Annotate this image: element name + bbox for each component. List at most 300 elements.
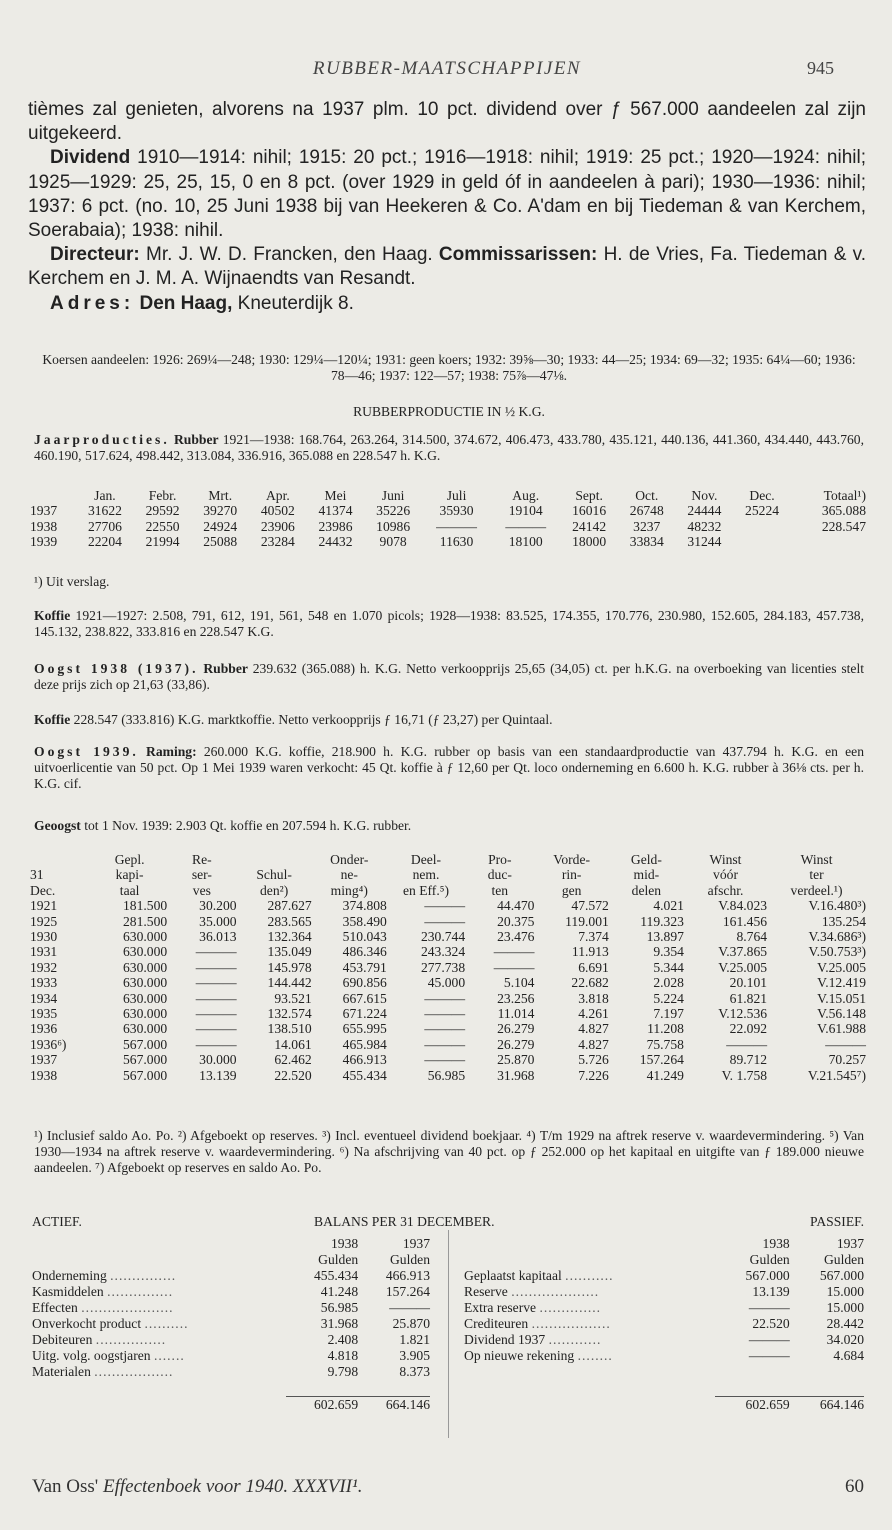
footer-text: Van Oss': [32, 1476, 103, 1497]
financial-cell: 630.000: [123, 1006, 168, 1022]
passief-item-name: Dividend 1937 ............: [464, 1332, 602, 1347]
monthly-cell: 18100: [508, 534, 543, 550]
financial-cell: 47.572: [571, 898, 609, 914]
koffie-production-block: [34, 608, 864, 640]
financial-cell: 1936⁶): [30, 1036, 67, 1052]
monthly-cell: 48232: [687, 518, 722, 534]
dividend-text: 1910—1914: nihil; 1915: 20 pct.; 1916—1918: nihil; 1919: 25 pct.; 1920—1924: nihil; 1925—1929: 25, 25, 15, 0 en 8 pct. (over 1929 in geld óf in aandeelen à pari); 1930—1936: nihil; 1937: 6 pct. (no. 10, 25 Juni 1938 bij van Heekeren & Co. A'dam en bij Tiedeman & van Kerchem, Soerabaia); 1938: nihil.: [28, 147, 866, 242]
passief-header-cell: [464, 1236, 715, 1252]
financial-cell: 56.985: [427, 1067, 466, 1083]
financial-table: [30, 852, 866, 1083]
monthly-cell: 24924: [203, 518, 238, 534]
financial-cell: 30.000: [199, 1052, 237, 1068]
monthly-row: [30, 519, 866, 534]
financial-cell: ———: [424, 990, 466, 1006]
financial-header-row: [30, 883, 866, 898]
actief-value: 8.373: [399, 1364, 430, 1379]
financial-cell: 1937: [30, 1052, 58, 1068]
financial-cell: 1934: [30, 990, 58, 1006]
financial-cell: 26.279: [497, 1021, 535, 1037]
financial-header-cell: Deel-: [410, 852, 442, 867]
financial-cell: ———: [424, 898, 466, 914]
actief-value: 455.434: [313, 1268, 359, 1283]
financial-cell: 20.101: [729, 975, 768, 991]
monthly-header-cell: Oct.: [635, 488, 659, 503]
actief-label: ACTIEF.: [32, 1214, 82, 1229]
paragraph-address: [28, 292, 866, 316]
monthly-header-cell: Sept.: [575, 488, 603, 503]
financial-cell: 283.565: [267, 913, 312, 929]
actief-row: [32, 1332, 430, 1348]
financial-cell: 4.261: [578, 1006, 609, 1022]
financial-footnotes: ¹) Inclusief saldo Ao. Po. ²) Afgeboekt op reserves. ³) Incl. eventueel dividend boekjaar. ⁴) T/m 1929 na aftrek reserve v. waardevermindering. ⁵) Van 1930—1934 na aftrek reserve v. waardevermindering. ⁶) Na afschrijving van 40 pct. op ƒ 252.000 op het kapitaal en uitgifte van ƒ 189.000 nieuwe aandeelen. ⁷) Afgeboekt op reserves en saldo Ao. Po.: [34, 1128, 864, 1175]
financial-header-row: [30, 852, 866, 867]
financial-cell: 3.818: [578, 990, 609, 1006]
financial-cell: 8.764: [736, 929, 768, 945]
financial-header-cell: ter: [809, 867, 824, 883]
financial-header-cell: delen: [631, 882, 662, 898]
koffie-price-label: Koffie: [34, 712, 71, 727]
monthly-row: [30, 503, 866, 518]
monthly-cell: 39270: [203, 503, 238, 519]
passief-item-name: Reserve ....................: [464, 1284, 600, 1299]
financial-header-cell: Geld-: [630, 852, 662, 867]
monthly-cell: 228.547: [821, 518, 866, 534]
paragraph-tantiemes: tièmes zal genieten, alvorens na 1937 plm. 10 pct. dividend over ƒ 567.000 aandeelen zal zijn uitgekeerd.: [28, 99, 866, 145]
monthly-cell: 35226: [376, 503, 411, 519]
passief-item-name: Extra reserve ..............: [464, 1300, 602, 1315]
financial-header-cell: Dec.: [30, 882, 56, 898]
actief-header-cell: Gulden: [318, 1252, 359, 1267]
actief-value: 25.870: [392, 1316, 430, 1331]
financial-cell: V.12.536: [718, 1006, 768, 1022]
financial-cell: 630.000: [123, 959, 168, 975]
financial-cell: 655.995: [342, 1021, 387, 1037]
financial-row: [30, 960, 866, 975]
actief-item-name: Uitg. volg. oogstjaren .......: [32, 1348, 185, 1363]
financial-cell: 667.615: [342, 990, 387, 1006]
financial-cell: 93.521: [274, 990, 312, 1006]
monthly-cell: 29592: [145, 503, 180, 519]
financial-cell: 135.254: [821, 913, 866, 929]
financial-header-cell: den²): [260, 882, 289, 898]
financial-cell: V.25.005: [817, 959, 866, 975]
financial-header-cell: ves: [192, 882, 211, 898]
balance-divider: [448, 1230, 449, 1438]
monthly-production-table: [30, 488, 866, 550]
actief-item-name: Materialen ..................: [32, 1364, 174, 1379]
financial-cell: V.15.051: [817, 990, 866, 1006]
financial-cell: 1932: [30, 959, 58, 975]
financial-cell: ———: [726, 1036, 768, 1052]
financial-header-cell: afschr.: [707, 882, 744, 898]
financial-header-cell: Schul-: [256, 867, 292, 883]
actief-total-cell: 602.659: [286, 1396, 358, 1413]
financial-cell: V. 1.758: [721, 1067, 768, 1083]
financial-cell: 9.354: [653, 944, 684, 960]
financial-cell: 358.490: [342, 913, 387, 929]
running-header: [30, 58, 864, 84]
financial-header-cell: Pro-: [488, 852, 512, 867]
raming-label: Raming:: [146, 744, 197, 759]
financial-cell: 5.104: [503, 975, 535, 991]
geoogst-text: tot 1 Nov. 1939: 2.903 Qt. koffie en 207.594 h. K.G. rubber.: [80, 818, 412, 833]
monthly-cell: [733, 519, 791, 534]
financial-cell: V.61.988: [817, 1021, 866, 1037]
passief-total-cell: 602.659: [715, 1396, 789, 1413]
financial-cell: 1931: [30, 944, 58, 960]
financial-cell: 1936: [30, 1021, 58, 1037]
monthly-cell: [733, 534, 791, 549]
monthly-cell: 24432: [318, 534, 353, 550]
financial-row: [30, 1052, 866, 1067]
passief-spacer-cell: [464, 1380, 715, 1396]
financial-cell: 455.434: [342, 1067, 387, 1083]
actief-item-name: Kasmiddelen ...............: [32, 1284, 174, 1299]
monthly-cell: 22550: [145, 518, 180, 534]
monthly-cell: 41374: [318, 503, 353, 519]
financial-cell: ———: [424, 1021, 466, 1037]
passief-row: [464, 1348, 864, 1364]
monthly-header-cell: Febr.: [148, 488, 177, 503]
monthly-cell: 26748: [629, 503, 664, 519]
financial-cell: 7.374: [578, 929, 609, 945]
financial-cell: 11.913: [571, 944, 609, 960]
passief-item-name: Crediteuren ..................: [464, 1316, 611, 1331]
financial-cell: 630.000: [123, 975, 168, 991]
financial-cell: V.21.545⁷): [807, 1067, 866, 1083]
financial-cell: 486.346: [342, 944, 387, 960]
actief-spacer-cell: [358, 1380, 430, 1396]
monthly-cell: 25224: [745, 503, 780, 519]
passief-spacer-cell: [715, 1364, 789, 1380]
rubber-heading: RUBBERPRODUCTIE IN ½ K.G.: [353, 404, 545, 419]
passief-spacer-cell: [464, 1364, 715, 1380]
financial-cell: 13.897: [646, 929, 684, 945]
paragraph-dividend: [28, 146, 866, 243]
financial-header-cell: 31: [30, 867, 44, 883]
financial-header-cell: gen: [561, 882, 582, 898]
monthly-cell: 23906: [260, 518, 295, 534]
monthly-cell: 23284: [260, 534, 295, 550]
passief-value: 15.000: [826, 1284, 864, 1299]
commissarissen-text: H. de Vries, Fa. Tiedeman & v. Kerchem en J. M. A. Wijnaendts van Resandt.: [28, 244, 866, 290]
financial-header-cell: nem.: [412, 867, 440, 883]
actief-item-name: Effecten .....................: [32, 1300, 174, 1315]
directeur-label: Directeur:: [50, 244, 140, 266]
financial-cell: 22.092: [729, 1021, 768, 1037]
passief-spacer-row: [464, 1364, 864, 1380]
financial-cell: 70.257: [828, 1052, 866, 1068]
koersen-text: Koersen aandeelen: 1926: 269¼—248; 1930: 129¼—120¼; 1931: geen koers; 1932: 39⅝—30; 1933: 44—25; 1934: 69—32; 1935: 64¼—60; 1936: 78—46; 1937: 122—57; 1938: 75⅞—47⅛.: [42, 352, 856, 383]
passief-value: 34.020: [826, 1332, 864, 1347]
passief-leader-dots: ........: [577, 1348, 613, 1363]
financial-cell: V.84.023: [718, 898, 768, 914]
monthly-cell: 22204: [87, 534, 122, 550]
financial-cell: ———: [195, 959, 237, 975]
financial-cell: ———: [493, 959, 535, 975]
financial-cell: 510.043: [342, 929, 387, 945]
actief-value: 2.408: [327, 1332, 359, 1347]
actief-value: 157.264: [385, 1284, 430, 1299]
monthly-cell: 18000: [572, 534, 607, 550]
jaarproducties-rubber-label: Rubber: [173, 432, 219, 447]
actief-item-name: Onverkocht product ..........: [32, 1316, 189, 1331]
financial-cell: 1930: [30, 929, 58, 945]
jaarproducties-text: 1921—1938: 168.764, 263.264, 314.500, 374.672, 406.473, 433.780, 435.121, 440.136, 441.360, 434.440, 443.760, 460.190, 517.624, 498.442, 313.084, 336.916, 365.088 en 228.547 h. K.G.: [34, 432, 864, 463]
monthly-cell: 31244: [687, 534, 722, 550]
monthly-cell: 1937: [30, 503, 58, 519]
financial-cell: 45.000: [427, 975, 466, 991]
actief-leader-dots: ................: [95, 1332, 167, 1347]
financial-cell: 135.049: [267, 944, 312, 960]
actief-years-row: [32, 1236, 430, 1252]
passief-spacer-cell: [715, 1380, 789, 1396]
financial-row: [30, 929, 866, 944]
financial-cell: 466.913: [342, 1052, 387, 1068]
financial-header-cell: kapi-: [115, 867, 144, 883]
financial-cell: 630.000: [123, 944, 168, 960]
monthly-cell: 1939: [30, 534, 58, 550]
financial-cell: 230.744: [420, 929, 466, 945]
financial-cell: 465.984: [342, 1036, 387, 1052]
financial-header-cell: taal: [119, 882, 140, 898]
financial-cell: 22.520: [274, 1067, 312, 1083]
financial-cell: V.34.686³): [808, 929, 866, 945]
financial-cell: 119.001: [565, 913, 609, 929]
actief-row: [32, 1364, 430, 1380]
passief-header-cell: 1938: [762, 1236, 790, 1251]
actief-unit-row: [32, 1252, 430, 1268]
monthly-header-cell: Nov.: [691, 488, 718, 503]
monthly-cell: 31622: [87, 503, 122, 519]
financial-cell: 5.344: [653, 959, 684, 975]
koffie-price-text: 228.547 (333.816) K.G. marktkoffie. Netto verkoopprijs ƒ 16,71 (ƒ 23,27) per Quintaal.: [70, 712, 553, 727]
financial-cell: 41.249: [646, 1067, 684, 1083]
passief-item-name: Geplaatst kapitaal ...........: [464, 1268, 614, 1283]
financial-cell: ———: [424, 913, 466, 929]
financial-cell: 181.500: [123, 898, 168, 914]
financial-cell: 13.139: [199, 1067, 237, 1083]
monthly-header-cell: Jan.: [94, 488, 116, 503]
adres-label: Adres:: [50, 292, 135, 314]
passief-spacer-cell: [790, 1380, 864, 1396]
financial-cell: V.56.148: [817, 1006, 866, 1022]
financial-cell: ———: [424, 1052, 466, 1068]
passief-label: PASSIEF.: [810, 1214, 864, 1229]
oogst-1938-text: 239.632 (365.088) h. K.G. Netto verkoopprijs 25,65 (34,05) ct. per h.K.G. na overboeking van licenties stelt deze prijs zich op 21,63 (33,86).: [34, 661, 864, 692]
financial-header-cell: Gepl.: [114, 852, 145, 867]
actief-value: 466.913: [385, 1268, 430, 1283]
financial-cell: 11.208: [647, 1021, 684, 1037]
actief-spacer-row: [32, 1380, 430, 1396]
financial-cell: 26.279: [497, 1036, 535, 1052]
financial-header-cell: ne-: [340, 867, 358, 883]
financial-cell: 1933: [30, 975, 58, 991]
financial-row: [30, 914, 866, 929]
monthly-header-cell: Mei: [324, 488, 347, 503]
financial-header-cell: vóór: [713, 867, 738, 883]
actief-row: [32, 1316, 430, 1332]
financial-cell: 630.000: [123, 1021, 168, 1037]
passief-value: 13.139: [752, 1284, 790, 1299]
financial-header-cell: ser-: [191, 867, 212, 883]
financial-cell: 4.021: [653, 898, 684, 914]
financial-row: [30, 898, 866, 913]
actief-header-cell: [32, 1252, 286, 1268]
oogst-1938-rubber-label: Rubber: [203, 661, 248, 676]
monthly-cell: 21994: [145, 534, 180, 550]
monthly-header-row: [30, 488, 866, 503]
passief-header-cell: 1937: [836, 1236, 864, 1251]
actief-spacer-cell: [32, 1380, 286, 1396]
page-footer: [32, 1476, 864, 1498]
financial-cell: 89.712: [729, 1052, 768, 1068]
financial-cell: 630.000: [123, 929, 168, 945]
passief-value: 28.442: [826, 1316, 864, 1331]
actief-row: [32, 1300, 430, 1316]
financial-cell: 567.000: [123, 1036, 168, 1052]
footer-title: Effectenboek voor 1940. XXXVII¹.: [102, 1476, 363, 1497]
geoogst-paragraph: [34, 818, 864, 834]
financial-cell: 35.000: [199, 913, 237, 929]
monthly-cell: 27706: [87, 518, 122, 534]
financial-cell: ———: [195, 944, 237, 960]
passief-value: 4.684: [833, 1348, 864, 1363]
financial-cell: V.50.753³): [808, 944, 866, 960]
monthly-cell: 40502: [260, 503, 295, 519]
financial-cell: 243.324: [420, 944, 466, 960]
koffie-price-paragraph: [34, 712, 864, 728]
passief-unit-row: [464, 1252, 864, 1268]
monthly-header-cell: Juni: [381, 488, 405, 503]
passief-spacer-row: [464, 1380, 864, 1396]
passief-value: ———: [748, 1348, 790, 1363]
financial-header-cell: en Eff.⁵): [402, 882, 449, 898]
passief-leader-dots: ...........: [565, 1268, 614, 1283]
monthly-cell: 16016: [572, 503, 607, 519]
passief-row: [464, 1268, 864, 1284]
actief-spacer-cell: [286, 1380, 358, 1396]
passief-leader-dots: ..............: [539, 1300, 602, 1315]
financial-cell: 277.738: [420, 959, 466, 975]
monthly-header-cell: Totaal¹): [823, 488, 866, 503]
actief-value: 3.905: [399, 1348, 430, 1363]
paragraph-directors: [28, 243, 866, 291]
actief-leader-dots: ..................: [94, 1364, 174, 1379]
financial-cell: 30.200: [199, 898, 237, 914]
passief-item-name: Op nieuwe rekening ........: [464, 1348, 613, 1363]
dividend-label: Dividend: [50, 147, 131, 169]
balans-title: BALANS PER 31 DECEMBER.: [314, 1214, 495, 1229]
actief-value: 1.821: [399, 1332, 430, 1347]
financial-cell: 2.028: [653, 975, 684, 991]
financial-cell: 145.978: [267, 959, 312, 975]
passief-table: [464, 1236, 864, 1413]
passief-value: 567.000: [819, 1268, 864, 1283]
financial-row: [30, 991, 866, 1006]
oogst-1938-label: Oogst 1938 (1937).: [34, 661, 199, 676]
financial-cell: 119.323: [640, 913, 684, 929]
geoogst-block: [34, 818, 864, 834]
financial-cell: 1925: [30, 913, 58, 929]
financial-cell: 22.682: [571, 975, 609, 991]
monthly-cell: [791, 534, 866, 549]
geoogst-label: Geoogst: [34, 818, 81, 833]
passief-value: 567.000: [745, 1268, 790, 1283]
jaarproducties-block: [34, 432, 864, 464]
passief-header-cell: Gulden: [749, 1252, 790, 1267]
koffie-label: Koffie: [34, 608, 71, 623]
passief-spacer-cell: [790, 1364, 864, 1380]
monthly-cell: 23986: [318, 518, 353, 534]
financial-row: [30, 944, 866, 959]
oogst-1939-block: [34, 744, 864, 792]
financial-cell: 1938: [30, 1067, 58, 1083]
financial-cell: 11.014: [497, 1006, 535, 1022]
actief-leader-dots: ..........: [144, 1316, 189, 1331]
passief-row: [464, 1316, 864, 1332]
financial-cell: 6.691: [578, 959, 609, 975]
financial-cell: 62.462: [274, 1052, 312, 1068]
financial-cell: V.25.005: [718, 959, 768, 975]
financial-cell: 567.000: [123, 1052, 168, 1068]
actief-item-name: Debiteuren ................: [32, 1332, 167, 1347]
financial-header-cell: [237, 852, 312, 867]
financial-cell: 7.226: [578, 1067, 609, 1083]
financial-header-cell: mid-: [633, 867, 660, 883]
financial-cell: V.16.480³): [808, 898, 866, 914]
actief-total-row: [32, 1396, 430, 1413]
financial-cell: 1935: [30, 1006, 58, 1022]
monthly-header-cell: Dec.: [749, 488, 775, 503]
financial-cell: ———: [424, 1006, 466, 1022]
financial-header-cell: ming⁴): [330, 882, 368, 898]
financial-header-cell: Re-: [192, 852, 212, 867]
financial-row: [30, 1021, 866, 1036]
monthly-header-cell: Apr.: [265, 488, 290, 503]
monthly-header-cell: Aug.: [512, 488, 540, 503]
passief-leader-dots: ..................: [531, 1316, 611, 1331]
financial-cell: ———: [195, 975, 237, 991]
passief-value: 15.000: [826, 1300, 864, 1315]
passief-row: [464, 1284, 864, 1300]
financial-header-cell: Vorde-: [553, 852, 591, 867]
financial-header-cell: ten: [491, 882, 509, 898]
passief-value: ———: [748, 1300, 790, 1315]
financial-cell: 157.264: [639, 1052, 684, 1068]
financial-cell: 567.000: [123, 1067, 168, 1083]
financial-header-cell: Winst: [709, 852, 742, 867]
adres-city: Den Haag,: [139, 292, 233, 314]
actief-value: 31.968: [320, 1316, 359, 1331]
financial-cell: 374.808: [342, 898, 387, 914]
financial-cell: 630.000: [123, 990, 168, 1006]
financial-cell: ———: [195, 1021, 237, 1037]
directeur-text: Mr. J. W. D. Francken, den Haag.: [139, 244, 439, 266]
financial-row: [30, 1006, 866, 1021]
monthly-cell: 9078: [379, 534, 407, 550]
financial-cell: 5.726: [578, 1052, 609, 1068]
financial-cell: 671.224: [342, 1006, 387, 1022]
passief-leader-dots: ............: [548, 1332, 602, 1347]
koersen-block: [34, 352, 864, 384]
actief-total-cell: [32, 1396, 286, 1413]
financial-header-cell: Winst: [800, 852, 833, 867]
financial-cell: ———: [195, 1006, 237, 1022]
rubber-heading-block: [34, 404, 864, 420]
passief-value: ———: [748, 1332, 790, 1347]
